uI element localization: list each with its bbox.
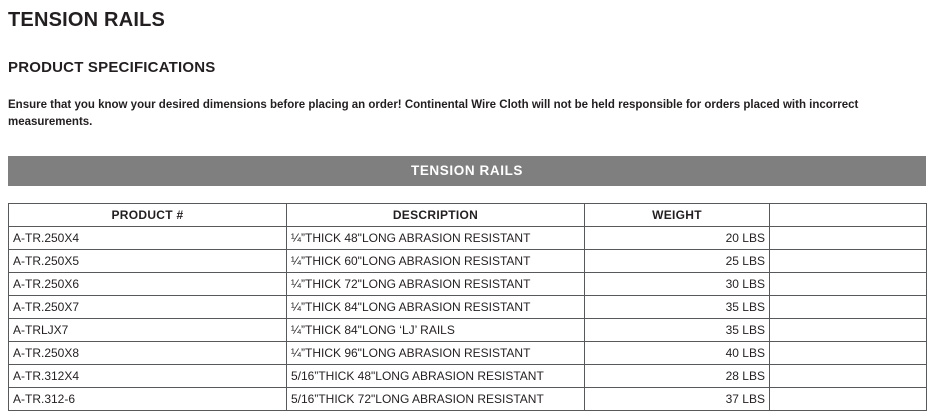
cell-product: A-TR.250X4 <box>9 227 287 250</box>
cell-weight: 28 LBS <box>585 365 770 388</box>
table-row <box>9 296 927 319</box>
table-band-title: TENSION RAILS <box>8 156 926 186</box>
document-page <box>0 8 934 409</box>
cell-weight: 40 LBS <box>585 342 770 365</box>
cell-spacer <box>770 273 927 296</box>
table-row <box>9 273 927 296</box>
cell-product: A-TR.250X5 <box>9 250 287 273</box>
cell-product: A-TRLJX7 <box>9 319 287 342</box>
cell-spacer <box>770 227 927 250</box>
cell-weight: 37 LBS <box>585 388 770 411</box>
cell-description: ¼”THICK 84"LONG ‘LJ’ RAILS <box>287 319 585 342</box>
column-header-spacer <box>770 204 927 227</box>
cell-weight: 30 LBS <box>585 273 770 296</box>
cell-description: 5/16”THICK 72"LONG ABRASION RESISTANT <box>287 388 585 411</box>
table-row <box>9 342 927 365</box>
specs-table <box>8 203 927 411</box>
cell-product: A-TR.250X8 <box>9 342 287 365</box>
cell-description: ¼”THICK 84"LONG ABRASION RESISTANT <box>287 296 585 319</box>
cell-spacer <box>770 342 927 365</box>
column-header-product: PRODUCT # <box>9 204 287 227</box>
cell-weight: 25 LBS <box>585 250 770 273</box>
section-heading: PRODUCT SPECIFICATIONS <box>8 59 216 76</box>
cell-product: A-TR.250X6 <box>9 273 287 296</box>
cell-description: ¼”THICK 96"LONG ABRASION RESISTANT <box>287 342 585 365</box>
table-row <box>9 388 927 411</box>
cell-description: ¼”THICK 72"LONG ABRASION RESISTANT <box>287 273 585 296</box>
cell-spacer <box>770 388 927 411</box>
cell-description: ¼”THICK 48"LONG ABRASION RESISTANT <box>287 227 585 250</box>
cell-weight: 20 LBS <box>585 227 770 250</box>
page-title: TENSION RAILS <box>8 9 166 31</box>
table-header-row <box>9 204 927 227</box>
cell-product: A-TR.312X4 <box>9 365 287 388</box>
cell-product: A-TR.312-6 <box>9 388 287 411</box>
table-row <box>9 319 927 342</box>
cell-spacer <box>770 365 927 388</box>
table-row <box>9 250 927 273</box>
column-header-description: DESCRIPTION <box>287 204 585 227</box>
column-header-weight: WEIGHT <box>585 204 770 227</box>
cell-spacer <box>770 296 927 319</box>
cell-weight: 35 LBS <box>585 319 770 342</box>
specs-table-body <box>9 227 927 411</box>
cell-spacer <box>770 250 927 273</box>
cell-description: ¼”THICK 60"LONG ABRASION RESISTANT <box>287 250 585 273</box>
cell-weight: 35 LBS <box>585 296 770 319</box>
cell-description: 5/16”THICK 48"LONG ABRASION RESISTANT <box>287 365 585 388</box>
order-notice: Ensure that you know your desired dimensions before placing an order! Continental Wire Cloth will not be held responsible for orders placed with incorrect measurements. <box>8 99 859 128</box>
cell-spacer <box>770 319 927 342</box>
cell-product: A-TR.250X7 <box>9 296 287 319</box>
table-row <box>9 365 927 388</box>
specs-table-container <box>8 156 926 411</box>
table-row <box>9 227 927 250</box>
